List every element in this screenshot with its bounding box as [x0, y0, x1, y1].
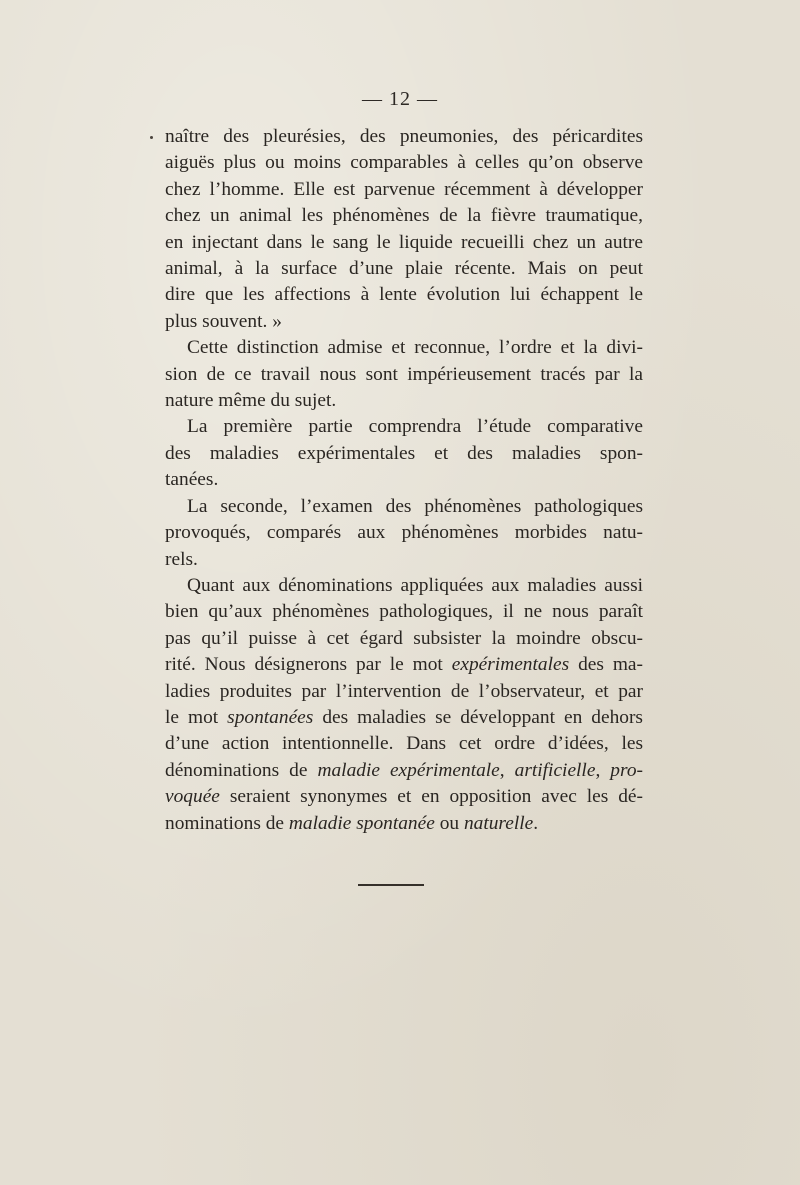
text-line: pas qu’il puisse à cet égard subsister la moindre obscu- — [165, 627, 643, 649]
paragraph-group — [165, 124, 643, 573]
paragraph — [165, 335, 643, 414]
text-line: Cette distinction admise et reconnue, l’ordre et la divi- — [187, 337, 643, 359]
italic-term: artificielle — [514, 759, 596, 781]
italic-term: maladie spontanée — [288, 812, 435, 834]
text-line: dénominations de maladie expérimentale, artificielle, pro- — [165, 759, 643, 781]
text-line: bien qu’aux phénomènes pathologiques, il ne nous paraît — [165, 601, 643, 623]
italic-term: expérimentales — [451, 654, 570, 676]
italic-term: voquée — [165, 786, 220, 808]
text-line: dire que les affections à lente évolution lui échappent le — [165, 284, 643, 306]
text-line: en injectant dans le sang le liquide recueilli chez un autre — [165, 231, 643, 253]
text-line: naître des pleurésies, des pneumonies, des péricardites — [165, 126, 643, 147]
text-line: aiguës plus ou moins comparables à celles qu’on observe — [165, 152, 643, 174]
text-line: chez l’homme. Elle est parvenue récemment à développer — [165, 178, 643, 200]
text-line: animal, à la surface d’une plaie récente. Mais on peut — [165, 258, 643, 280]
paragraph — [165, 414, 643, 493]
text-line: nature même du sujet. — [165, 390, 337, 412]
paragraph — [165, 494, 643, 573]
text-line: nominations de maladie spontanée ou naturelle. — [165, 812, 539, 834]
italic-term: naturelle — [463, 812, 534, 834]
text-line: voquée seraient synonymes et en opposition avec les dé- — [165, 786, 643, 808]
italic-term: maladie expérimentale — [317, 759, 500, 781]
paragraph-denominations — [165, 573, 643, 837]
text-line: provoqués, comparés aux phénomènes morbides natu- — [165, 522, 643, 544]
text-line: La première partie comprendra l’étude comparative — [187, 416, 643, 438]
text-line: rels. — [165, 548, 198, 570]
text-line: des maladies expérimentales et des maladies spon- — [165, 442, 643, 464]
ink-speck — [150, 136, 153, 139]
text-line: ladies produites par l’intervention de l’observateur, et par — [165, 680, 643, 702]
horizontal-rule — [358, 884, 424, 886]
text-line: d’une action intentionnelle. Dans cet ordre d’idées, les — [165, 733, 643, 755]
text-line: plus souvent. » — [165, 310, 282, 332]
text-line: chez un animal les phénomènes de la fièvre traumatique, — [165, 205, 643, 227]
paragraph — [165, 124, 643, 335]
italic-term: pro- — [610, 759, 643, 781]
text-line: le mot spontanées des maladies se développant en dehors — [165, 706, 643, 728]
text-line: tanées. — [165, 469, 219, 491]
page-number: — 12 — — [362, 88, 438, 110]
text-line: Quant aux dénominations appliquées aux maladies aussi — [187, 574, 643, 596]
body-text — [165, 124, 643, 837]
text-line: sion de ce travail nous sont impérieusement tracés par la — [165, 363, 643, 385]
italic-term: spontanées — [227, 706, 314, 728]
text-line: rité. Nous désignerons par le mot expérimentales des ma- — [165, 654, 643, 676]
text-line: La seconde, l’examen des phénomènes pathologiques — [187, 495, 643, 517]
